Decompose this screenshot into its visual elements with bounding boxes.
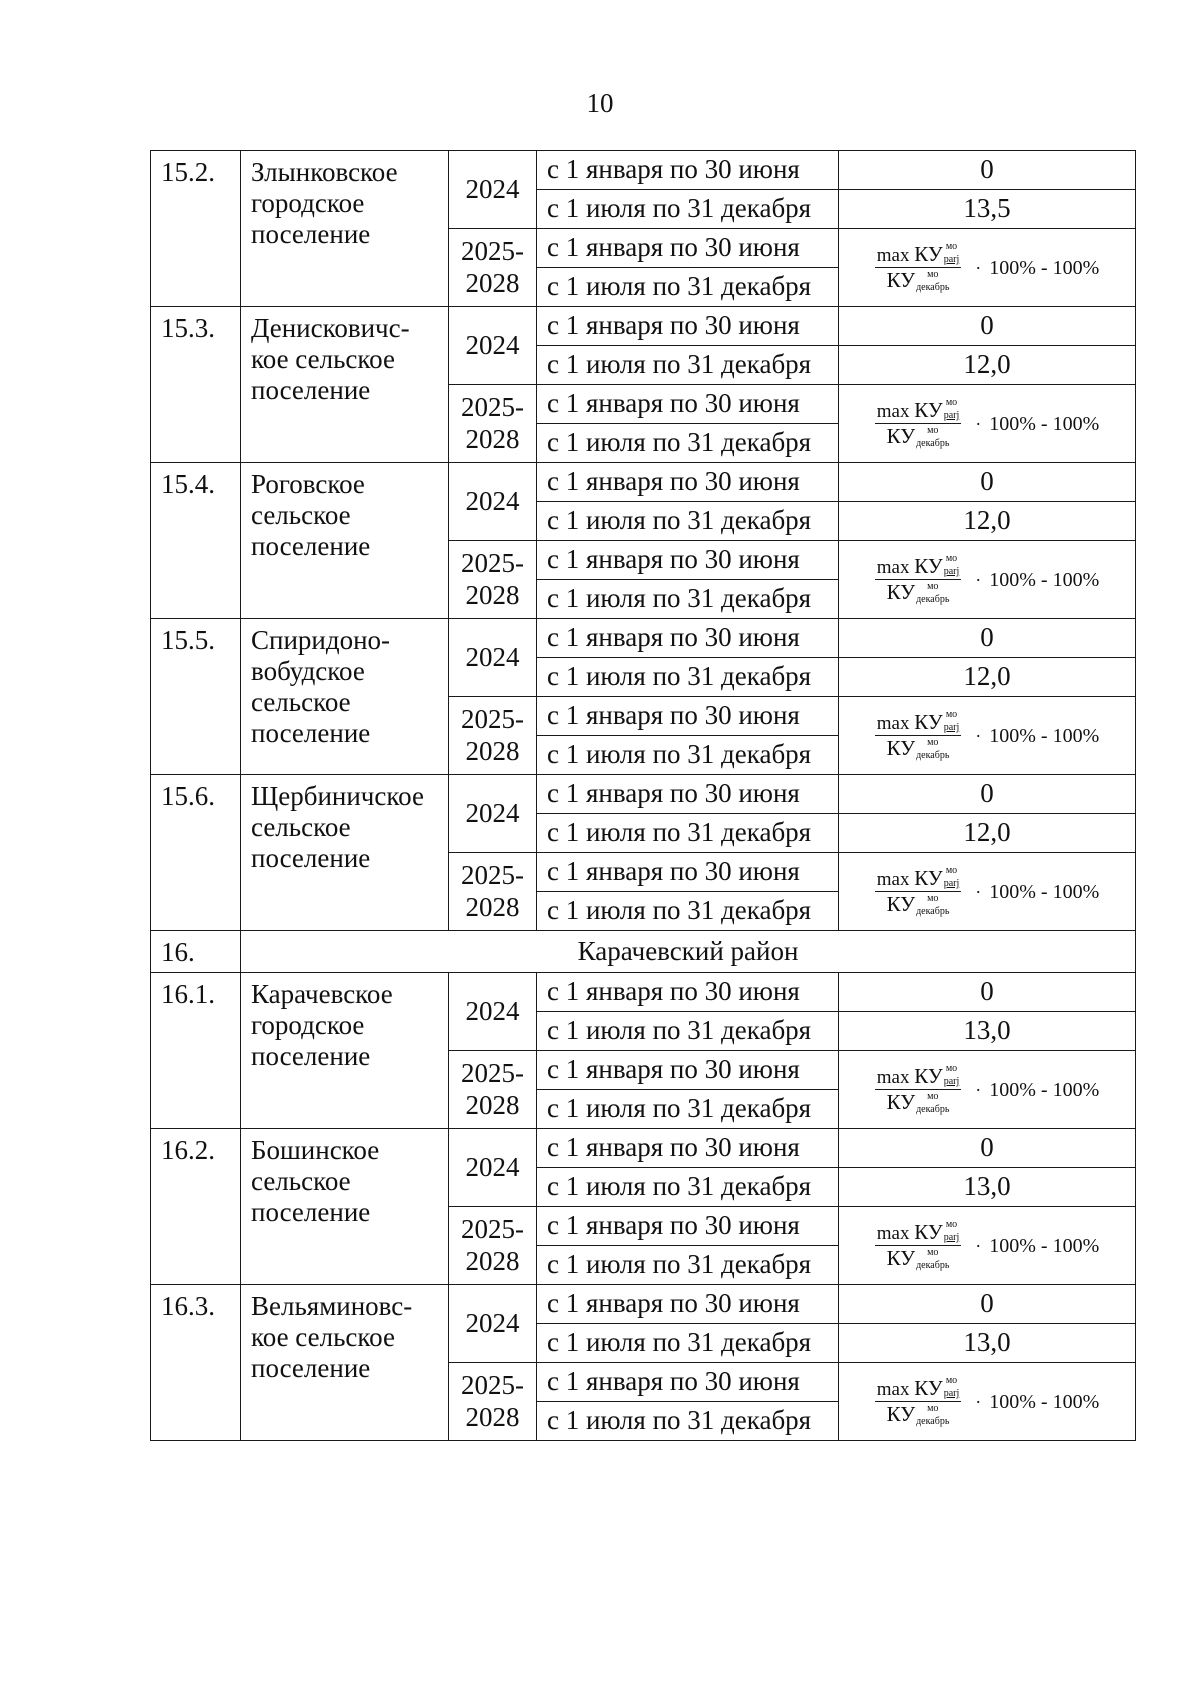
year-range <box>449 385 537 463</box>
formula-multiply: · <box>975 413 982 434</box>
formula-subscript: рarj <box>943 254 960 265</box>
formula-superscript: мо <box>927 425 939 436</box>
formula-max: max <box>876 401 910 422</box>
region-row <box>151 931 1136 973</box>
formula-cell <box>839 1363 1136 1441</box>
formula-tail: 100% - 100% <box>989 880 1100 903</box>
formula-subscript: рarj <box>943 722 960 733</box>
year-range <box>449 1207 537 1285</box>
formula-ku-denominator: КУ <box>886 1090 916 1114</box>
period-second-half: с 1 июля по 31 декабря <box>537 736 839 775</box>
formula-ku-numerator: КУ <box>914 242 943 266</box>
year-range-start: 2025- <box>461 236 524 267</box>
formula-fraction <box>875 710 961 761</box>
year-range-start: 2025- <box>461 1214 524 1245</box>
formula-fraction <box>875 1064 961 1115</box>
period-first-half: с 1 января по 30 июня <box>537 1207 839 1246</box>
year-range <box>449 1363 537 1441</box>
formula-subscript: декабрь <box>916 906 950 917</box>
formula-superscript: мо <box>927 581 939 592</box>
formula-fraction <box>875 1376 961 1427</box>
formula-ku-numerator: КУ <box>914 1376 943 1400</box>
formula-multiply: · <box>975 1079 982 1100</box>
percentage-formula <box>839 554 1135 605</box>
formula-tail: 100% - 100% <box>989 724 1100 747</box>
value-second-half: 13,0 <box>839 1168 1136 1207</box>
period-second-half: с 1 июля по 31 декабря <box>537 1168 839 1207</box>
period-second-half: с 1 июля по 31 декабря <box>537 1246 839 1285</box>
formula-subscript: рarj <box>943 1076 960 1087</box>
formula-superscript: мо <box>927 1091 939 1102</box>
formula-superscript: мо <box>945 709 958 720</box>
period-second-half: с 1 июля по 31 декабря <box>537 580 839 619</box>
formula-cell <box>839 385 1136 463</box>
formula-ku-denominator: КУ <box>886 1402 916 1426</box>
year-2024: 2024 <box>449 1285 537 1363</box>
formula-cell <box>839 229 1136 307</box>
formula-subscript: декабрь <box>916 1416 950 1427</box>
table-row <box>151 973 1136 1012</box>
formula-fraction <box>875 866 961 917</box>
period-first-half: с 1 января по 30 июня <box>537 1051 839 1090</box>
value-first-half: 0 <box>839 151 1136 190</box>
period-second-half: с 1 июля по 31 декабря <box>537 1012 839 1051</box>
year-range-end: 2028 <box>465 1089 520 1120</box>
formula-tail: 100% - 100% <box>989 568 1100 591</box>
value-first-half: 0 <box>839 973 1136 1012</box>
formula-tail: 100% - 100% <box>989 412 1100 435</box>
formula-subscript: рarj <box>943 410 960 421</box>
period-first-half: с 1 января по 30 июня <box>537 541 839 580</box>
formula-ku-denominator: КУ <box>886 892 916 916</box>
year-range-end: 2028 <box>465 1401 520 1432</box>
formula-ku-numerator: КУ <box>914 1220 943 1244</box>
table-row <box>151 1129 1136 1168</box>
entry-number: 15.6. <box>151 775 241 931</box>
period-second-half: с 1 июля по 31 декабря <box>537 814 839 853</box>
percentage-formula <box>839 1220 1135 1271</box>
period-first-half: с 1 января по 30 июня <box>537 697 839 736</box>
entry-number: 15.5. <box>151 619 241 775</box>
formula-cell <box>839 541 1136 619</box>
period-second-half: с 1 июля по 31 декабря <box>537 502 839 541</box>
value-second-half: 12,0 <box>839 814 1136 853</box>
year-range <box>449 1051 537 1129</box>
period-second-half: с 1 июля по 31 декабря <box>537 892 839 931</box>
formula-superscript: мо <box>945 241 958 252</box>
formula-max: max <box>876 557 910 578</box>
period-first-half: с 1 января по 30 июня <box>537 307 839 346</box>
value-first-half: 0 <box>839 1285 1136 1324</box>
formula-ku-numerator: КУ <box>914 398 943 422</box>
settlement-name: Денисковичс-кое сельское поселение <box>241 307 449 463</box>
formula-max: max <box>876 1067 910 1088</box>
year-2024: 2024 <box>449 1129 537 1207</box>
table-row <box>151 151 1136 190</box>
formula-ku-numerator: КУ <box>914 554 943 578</box>
formula-fraction <box>875 554 961 605</box>
period-second-half: с 1 июля по 31 декабря <box>537 268 839 307</box>
percentage-formula <box>839 242 1135 293</box>
period-first-half: с 1 января по 30 июня <box>537 1129 839 1168</box>
formula-max: max <box>876 869 910 890</box>
year-2024: 2024 <box>449 775 537 853</box>
formula-multiply: · <box>975 881 982 902</box>
formula-subscript: рarj <box>943 1388 960 1399</box>
formula-superscript: мо <box>927 737 939 748</box>
formula-multiply: · <box>975 1235 982 1256</box>
formula-superscript: мо <box>927 893 939 904</box>
formula-superscript: мо <box>945 865 958 876</box>
period-second-half: с 1 июля по 31 декабря <box>537 346 839 385</box>
formula-ku-numerator: КУ <box>914 710 943 734</box>
year-range-start: 2025- <box>461 548 524 579</box>
formula-fraction <box>875 398 961 449</box>
page-number: 10 <box>586 88 614 118</box>
table-row <box>151 619 1136 658</box>
formula-superscript: мо <box>927 1403 939 1414</box>
formula-subscript: рarj <box>943 1232 960 1243</box>
period-second-half: с 1 июля по 31 декабря <box>537 190 839 229</box>
year-range-start: 2025- <box>461 1370 524 1401</box>
formula-superscript: мо <box>945 397 958 408</box>
formula-superscript: мо <box>945 1063 958 1074</box>
formula-subscript: рarj <box>943 878 960 889</box>
year-range-end: 2028 <box>465 423 520 454</box>
value-first-half: 0 <box>839 307 1136 346</box>
period-second-half: с 1 июля по 31 декабря <box>537 1324 839 1363</box>
formula-tail: 100% - 100% <box>989 1390 1100 1413</box>
entry-number: 15.3. <box>151 307 241 463</box>
year-range-start: 2025- <box>461 860 524 891</box>
formula-cell <box>839 853 1136 931</box>
formula-ku-denominator: КУ <box>886 580 916 604</box>
year-range <box>449 541 537 619</box>
period-first-half: с 1 января по 30 июня <box>537 229 839 268</box>
formula-subscript: декабрь <box>916 750 950 761</box>
settlement-name: Спиридоно-вобудское сельское поселение <box>241 619 449 775</box>
percentage-formula <box>839 1064 1135 1115</box>
percentage-formula <box>839 710 1135 761</box>
settlement-name: Роговское сельское поселение <box>241 463 449 619</box>
formula-fraction <box>875 1220 961 1271</box>
year-2024: 2024 <box>449 307 537 385</box>
year-range-end: 2028 <box>465 579 520 610</box>
formula-cell <box>839 1207 1136 1285</box>
formula-subscript: декабрь <box>916 438 950 449</box>
formula-superscript: мо <box>927 1247 939 1258</box>
period-first-half: с 1 января по 30 июня <box>537 619 839 658</box>
formula-max: max <box>876 245 910 266</box>
formula-tail: 100% - 100% <box>989 1234 1100 1257</box>
formula-superscript: мо <box>927 269 939 280</box>
year-2024: 2024 <box>449 463 537 541</box>
formula-subscript: декабрь <box>916 594 950 605</box>
year-range-start: 2025- <box>461 392 524 423</box>
year-range-end: 2028 <box>465 267 520 298</box>
period-first-half: с 1 января по 30 июня <box>537 1285 839 1324</box>
period-first-half: с 1 января по 30 июня <box>537 385 839 424</box>
period-first-half: с 1 января по 30 июня <box>537 1363 839 1402</box>
region-number: 16. <box>151 931 241 973</box>
percentage-formula <box>839 1376 1135 1427</box>
entry-number: 16.3. <box>151 1285 241 1441</box>
period-second-half: с 1 июля по 31 декабря <box>537 658 839 697</box>
value-second-half: 13,0 <box>839 1324 1136 1363</box>
tariff-table <box>150 150 1136 1441</box>
settlement-name: Карачевское городское поселение <box>241 973 449 1129</box>
formula-multiply: · <box>975 569 982 590</box>
year-range <box>449 229 537 307</box>
settlement-name: Злынковское городское поселение <box>241 151 449 307</box>
period-first-half: с 1 января по 30 июня <box>537 853 839 892</box>
table-row <box>151 775 1136 814</box>
formula-superscript: мо <box>945 1375 958 1386</box>
formula-superscript: мо <box>945 1219 958 1230</box>
value-second-half: 12,0 <box>839 502 1136 541</box>
formula-tail: 100% - 100% <box>989 1078 1100 1101</box>
year-range-start: 2025- <box>461 704 524 735</box>
value-first-half: 0 <box>839 775 1136 814</box>
period-second-half: с 1 июля по 31 декабря <box>537 1090 839 1129</box>
formula-cell <box>839 1051 1136 1129</box>
table-row <box>151 307 1136 346</box>
year-range <box>449 697 537 775</box>
settlement-name: Бошинское сельское поселение <box>241 1129 449 1285</box>
year-range <box>449 853 537 931</box>
formula-max: max <box>876 1379 910 1400</box>
formula-subscript: декабрь <box>916 1104 950 1115</box>
value-second-half: 12,0 <box>839 346 1136 385</box>
formula-ku-numerator: КУ <box>914 1064 943 1088</box>
formula-ku-denominator: КУ <box>886 1246 916 1270</box>
period-first-half: с 1 января по 30 июня <box>537 775 839 814</box>
formula-max: max <box>876 713 910 734</box>
formula-subscript: декабрь <box>916 282 950 293</box>
percentage-formula <box>839 866 1135 917</box>
formula-multiply: · <box>975 257 982 278</box>
formula-multiply: · <box>975 725 982 746</box>
formula-cell <box>839 697 1136 775</box>
period-first-half: с 1 января по 30 июня <box>537 463 839 502</box>
year-range-end: 2028 <box>465 735 520 766</box>
formula-subscript: рarj <box>943 566 960 577</box>
value-second-half: 13,0 <box>839 1012 1136 1051</box>
formula-multiply: · <box>975 1391 982 1412</box>
formula-tail: 100% - 100% <box>989 256 1100 279</box>
value-first-half: 0 <box>839 619 1136 658</box>
year-range-end: 2028 <box>465 1245 520 1276</box>
entry-number: 16.1. <box>151 973 241 1129</box>
value-first-half: 0 <box>839 463 1136 502</box>
year-2024: 2024 <box>449 619 537 697</box>
entry-number: 15.4. <box>151 463 241 619</box>
formula-superscript: мо <box>945 553 958 564</box>
entry-number: 15.2. <box>151 151 241 307</box>
value-second-half: 12,0 <box>839 658 1136 697</box>
period-second-half: с 1 июля по 31 декабря <box>537 424 839 463</box>
formula-ku-numerator: КУ <box>914 866 943 890</box>
settlement-name: Вельяминовс-кое сельское поселение <box>241 1285 449 1441</box>
table-row <box>151 463 1136 502</box>
formula-max: max <box>876 1223 910 1244</box>
value-first-half: 0 <box>839 1129 1136 1168</box>
percentage-formula <box>839 398 1135 449</box>
period-first-half: с 1 января по 30 июня <box>537 973 839 1012</box>
year-2024: 2024 <box>449 151 537 229</box>
period-first-half: с 1 января по 30 июня <box>537 151 839 190</box>
table-row <box>151 1285 1136 1324</box>
value-second-half: 13,5 <box>839 190 1136 229</box>
formula-ku-denominator: КУ <box>886 268 916 292</box>
period-second-half: с 1 июля по 31 декабря <box>537 1402 839 1441</box>
formula-subscript: декабрь <box>916 1260 950 1271</box>
formula-fraction <box>875 242 961 293</box>
entry-number: 16.2. <box>151 1129 241 1285</box>
settlement-name: Щербиничское сельское поселение <box>241 775 449 931</box>
formula-ku-denominator: КУ <box>886 424 916 448</box>
formula-ku-denominator: КУ <box>886 736 916 760</box>
year-2024: 2024 <box>449 973 537 1051</box>
region-name: Карачевский район <box>241 931 1136 973</box>
year-range-end: 2028 <box>465 891 520 922</box>
year-range-start: 2025- <box>461 1058 524 1089</box>
